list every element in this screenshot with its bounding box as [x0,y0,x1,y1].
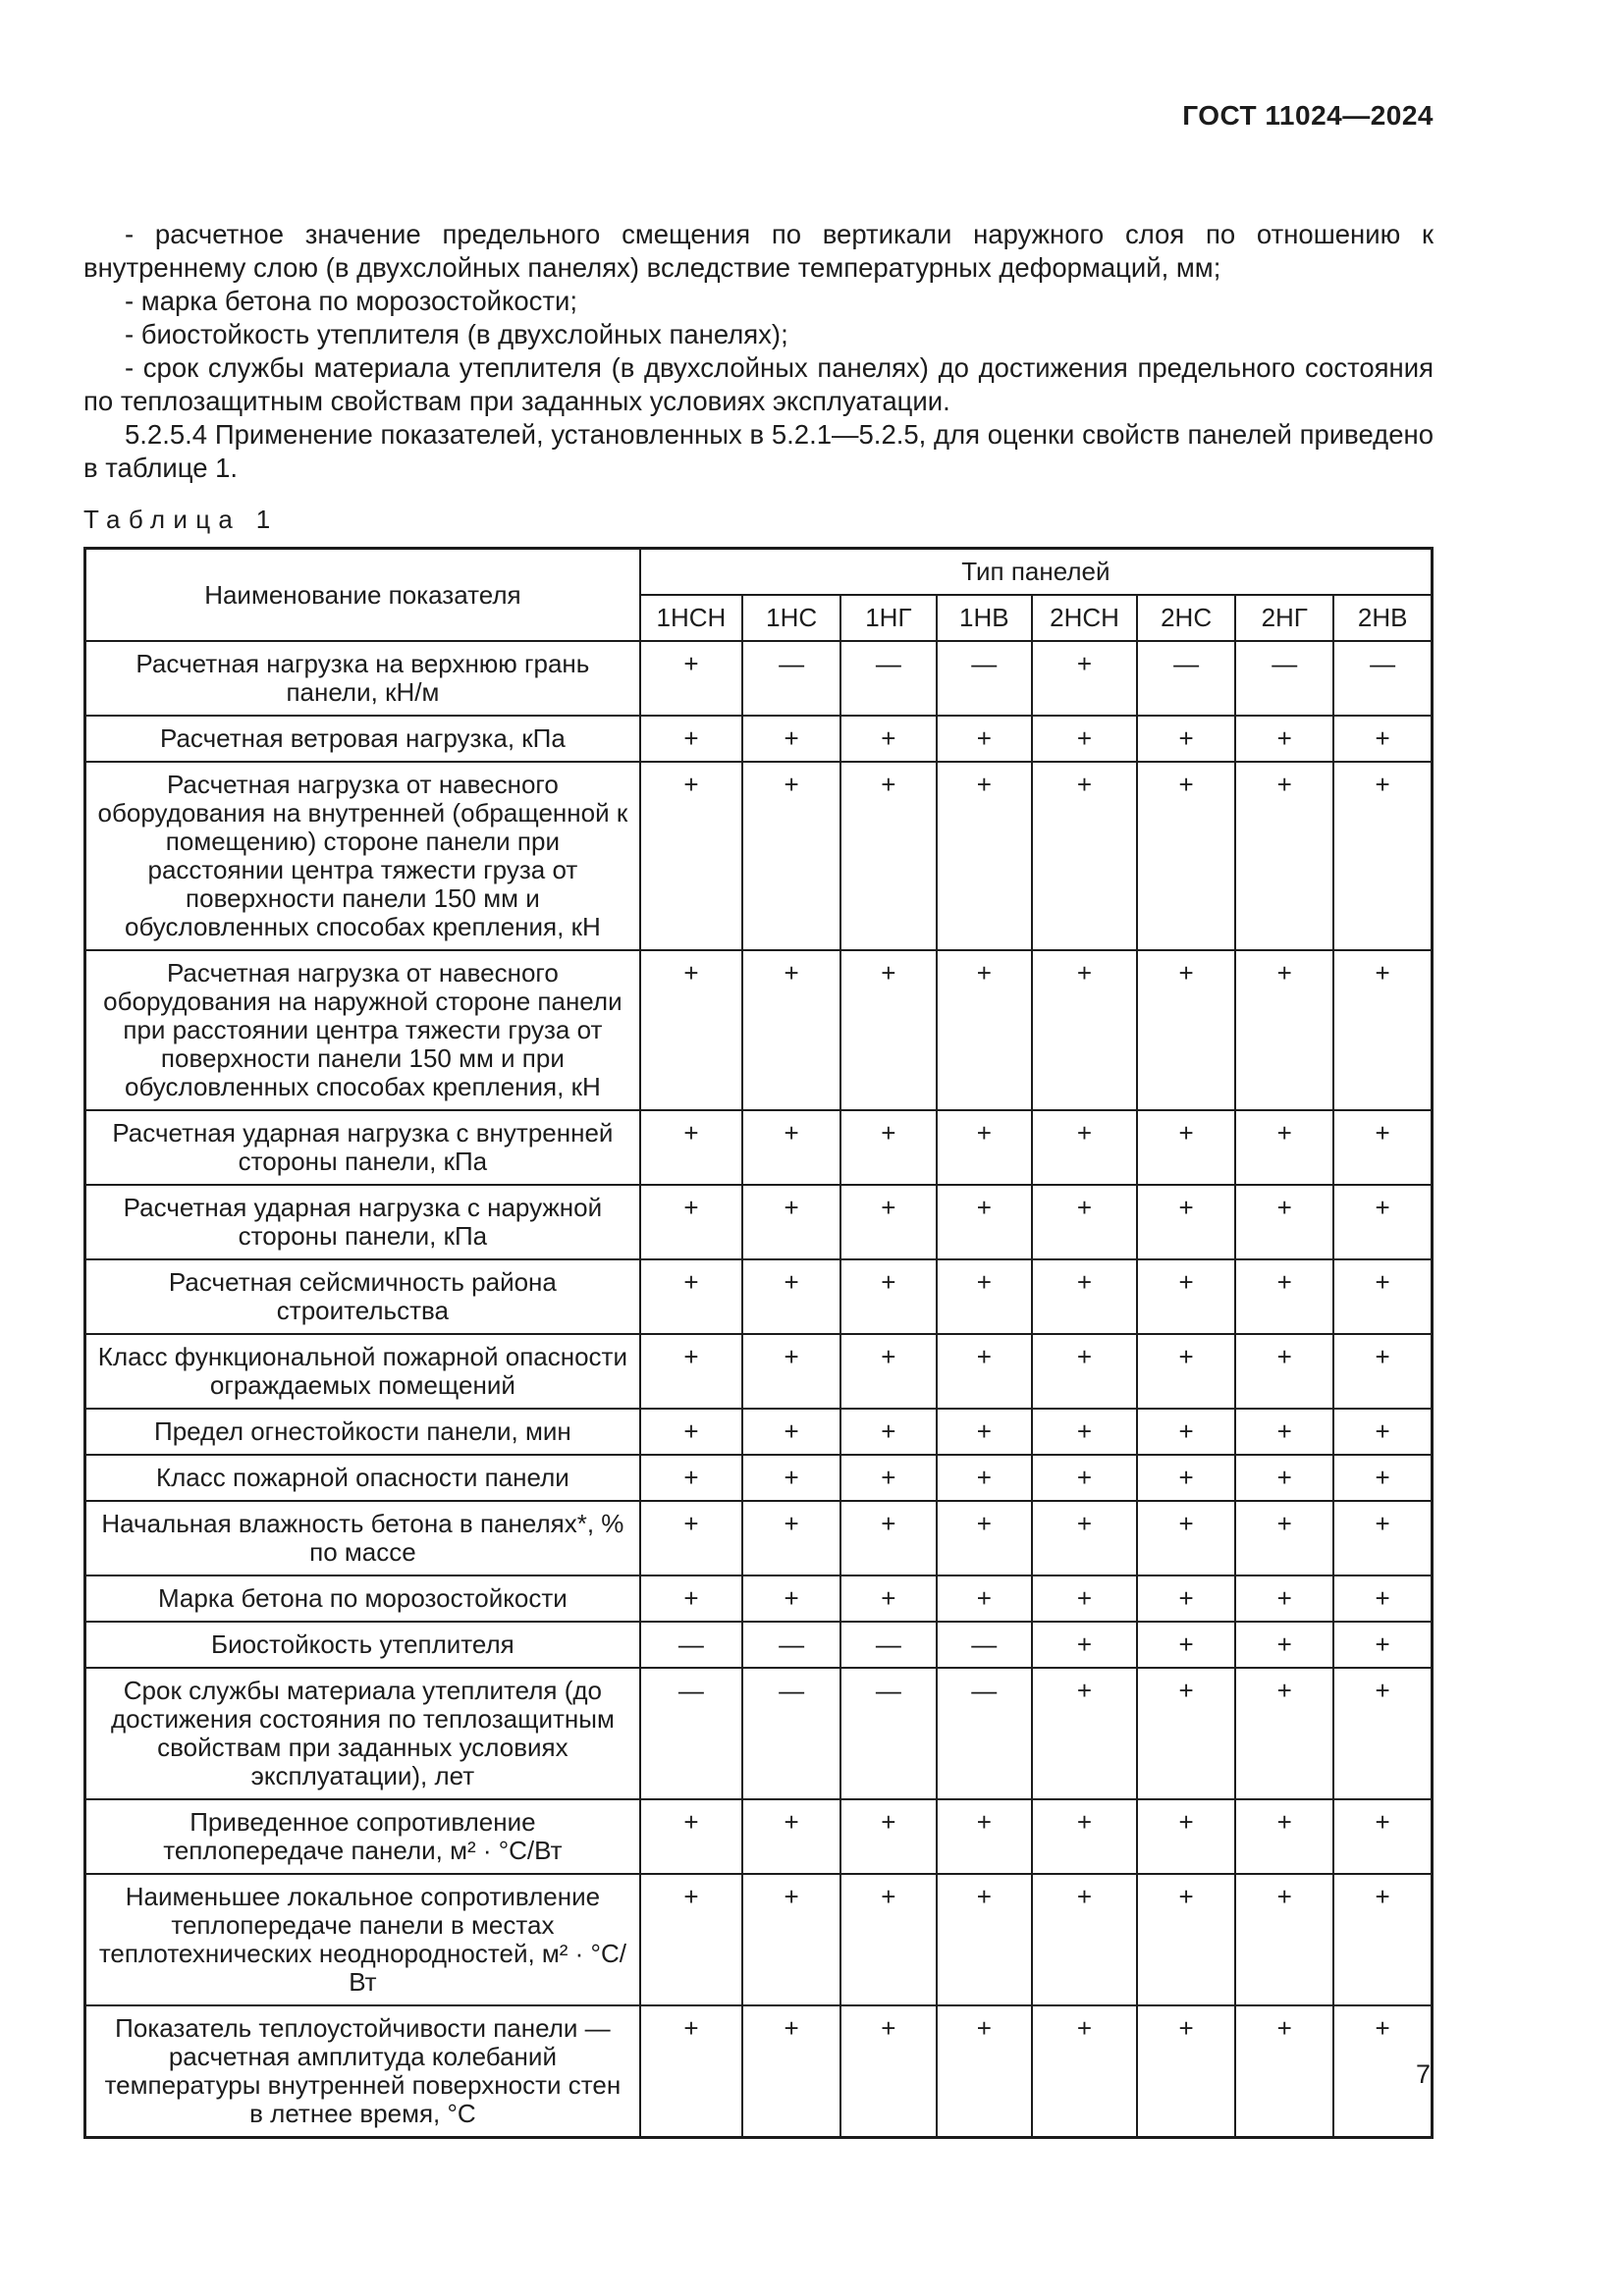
table-caption: Таблица 1 [83,505,279,534]
indicator-value-cell: + [742,1185,840,1259]
column-header-indicator-name: Наименование показателя [85,549,640,642]
indicator-name-cell: Расчетная сейсмичность района строительства [85,1259,640,1334]
table-row [85,1799,1433,1874]
indicator-value-cell: + [1032,2005,1137,2138]
indicator-value-cell: + [1137,1622,1235,1668]
indicator-value-cell: + [937,1799,1032,1874]
indicator-value-cell: + [1235,1185,1333,1259]
indicator-value-cell: + [1235,1874,1333,2005]
table-header-row [85,549,1433,596]
indicator-value-cell: + [742,1334,840,1409]
indicator-value-cell: + [1032,641,1137,716]
indicator-value-cell: + [1235,1501,1333,1575]
indicator-value-cell: + [1137,950,1235,1110]
table-row [85,641,1433,716]
indicator-value-cell: + [1032,1575,1137,1622]
indicator-value-cell: + [1032,1874,1137,2005]
column-header-panel-type: 1НС [742,595,840,641]
table-row [85,1409,1433,1455]
indicator-value-cell: + [1333,1259,1432,1334]
indicator-value-cell: + [1137,1259,1235,1334]
indicator-value-cell: + [742,1409,840,1455]
indicator-value-cell: + [1333,1185,1432,1259]
indicator-value-cell: + [640,1334,742,1409]
indicator-value-cell: + [1235,1799,1333,1874]
indicator-name-cell: Расчетная нагрузка от навесного оборудования на наружной стороне панели при расстоянии центра тяжести груза от поверхности панели 150 мм и при обусловленных способах крепления, кН [85,950,640,1110]
indicator-value-cell: + [840,1575,936,1622]
table-row [85,2005,1433,2138]
indicator-value-cell: + [840,1799,936,1874]
indicator-value-cell: + [1333,1799,1432,1874]
table-row [85,950,1433,1110]
indicator-value-cell: + [840,716,936,762]
indicator-value-cell: + [1137,1575,1235,1622]
indicator-value-cell: + [1137,1185,1235,1259]
column-header-panel-type: 2НВ [1333,595,1432,641]
indicator-value-cell: + [937,762,1032,950]
indicator-value-cell: + [1032,1334,1137,1409]
indicator-value-cell: + [1032,950,1137,1110]
indicator-value-cell: + [1032,1501,1137,1575]
indicator-value-cell: + [1032,1455,1137,1501]
indicator-value-cell: — [840,641,936,716]
indicator-value-cell: + [937,1501,1032,1575]
table-row [85,1334,1433,1409]
indicator-name-cell: Марка бетона по морозостойкости [85,1575,640,1622]
indicator-value-cell: + [1032,1259,1137,1334]
indicator-value-cell: + [1235,1409,1333,1455]
table-row [85,716,1433,762]
indicator-value-cell: + [937,1409,1032,1455]
indicator-value-cell: + [1137,1455,1235,1501]
indicator-value-cell: + [640,1110,742,1185]
indicator-value-cell: + [937,1455,1032,1501]
indicator-value-cell: — [840,1622,936,1668]
indicator-value-cell: + [840,1334,936,1409]
indicator-value-cell: + [937,1575,1032,1622]
indicator-value-cell: + [1235,950,1333,1110]
indicator-value-cell: + [840,1409,936,1455]
indicator-name-cell: Начальная влажность бетона в панелях*, % по массе [85,1501,640,1575]
indicator-value-cell: + [1235,1259,1333,1334]
table-row [85,1501,1433,1575]
indicator-value-cell: + [742,1110,840,1185]
indicator-value-cell: + [1333,2005,1432,2138]
indicator-value-cell: + [1235,1575,1333,1622]
indicator-value-cell: + [1235,1110,1333,1185]
indicator-value-cell: + [840,2005,936,2138]
indicator-value-cell: + [1137,1799,1235,1874]
indicator-value-cell: + [1137,2005,1235,2138]
indicator-value-cell: + [640,641,742,716]
indicator-value-cell: + [937,1110,1032,1185]
page-content [83,0,1434,2139]
indicator-value-cell: + [742,1501,840,1575]
column-header-panel-type: 1НВ [937,595,1032,641]
indicator-value-cell: + [1137,1874,1235,2005]
indicator-value-cell: + [640,1409,742,1455]
indicator-name-cell: Расчетная ударная нагрузка с наружной стороны панели, кПа [85,1185,640,1259]
indicator-value-cell: + [1235,1668,1333,1799]
indicator-value-cell: + [640,950,742,1110]
indicator-value-cell: + [1333,1622,1432,1668]
indicator-value-cell: + [640,1874,742,2005]
indicator-value-cell: + [937,2005,1032,2138]
indicator-value-cell: + [1032,762,1137,950]
indicator-value-cell: + [640,762,742,950]
indicator-value-cell: + [840,1185,936,1259]
indicator-value-cell: + [640,1575,742,1622]
page-number: 7 [1415,2059,1431,2089]
indicator-name-cell: Срок службы материала утеплителя (до достижения состояния по теплозащитным свойствам при заданных условиях эксплуатации), лет [85,1668,640,1799]
indicator-value-cell: + [742,2005,840,2138]
indicator-value-cell: + [1235,762,1333,950]
indicator-value-cell: + [742,1575,840,1622]
indicator-value-cell: + [937,1259,1032,1334]
indicator-value-cell: + [1137,1501,1235,1575]
column-header-panel-type: 2НСН [1032,595,1137,641]
indicator-name-cell: Предел огнестойкости панели, мин [85,1409,640,1455]
indicator-value-cell: + [1137,1110,1235,1185]
indicator-name-cell: Расчетная ветровая нагрузка, кПа [85,716,640,762]
indicator-value-cell: — [1137,641,1235,716]
table-row [85,1259,1433,1334]
indicator-value-cell: + [640,2005,742,2138]
indicator-name-cell: Биостойкость утеплителя [85,1622,640,1668]
indicator-value-cell: + [1333,716,1432,762]
indicator-value-cell: — [1235,641,1333,716]
indicator-value-cell: + [840,1259,936,1334]
indicator-name-cell: Расчетная нагрузка от навесного оборудования на внутренней (обращенной к помещению) стороне панели при расстоянии центра тяжести груза от поверхности панели 150 мм и обусловленных способах крепления, кН [85,762,640,950]
table-row [85,1668,1433,1799]
indicator-value-cell: — [742,1668,840,1799]
indicator-value-cell: + [1032,716,1137,762]
indicator-value-cell: — [1333,641,1432,716]
indicator-value-cell: + [1235,1334,1333,1409]
column-header-panel-type: 1НСН [640,595,742,641]
paragraph: - биостойкость утеплителя (в двухслойных панелях); [125,319,788,349]
column-header-panel-type: 1НГ [840,595,936,641]
indicator-value-cell: + [1137,1668,1235,1799]
column-group-header-panel-types: Тип панелей [640,549,1433,596]
indicator-value-cell: + [742,1874,840,2005]
indicator-value-cell: + [937,1874,1032,2005]
indicator-value-cell: + [1137,716,1235,762]
indicator-value-cell: + [742,950,840,1110]
indicator-name-cell: Класс функциональной пожарной опасности ограждаемых помещений [85,1334,640,1409]
indicator-value-cell: + [1333,1409,1432,1455]
indicator-value-cell: — [640,1622,742,1668]
indicator-value-cell: + [840,1455,936,1501]
indicator-value-cell: — [937,1668,1032,1799]
indicator-value-cell: + [640,1799,742,1874]
indicator-value-cell: + [1333,1455,1432,1501]
indicator-name-cell: Показатель теплоустойчивости панели — расчетная амплитуда колебаний температуры внутренней поверхности стен в летнее время, °С [85,2005,640,2138]
indicator-value-cell: + [1333,950,1432,1110]
table-row [85,1622,1433,1668]
indicator-value-cell: + [1235,716,1333,762]
table-row [85,762,1433,950]
paragraph: 5.2.5.4 Применение показателей, установленных в 5.2.1—5.2.5, для оценки свойств панелей приведено в таблице 1. [83,419,1434,483]
indicator-value-cell: + [742,762,840,950]
indicator-value-cell: + [937,950,1032,1110]
indicator-value-cell: + [1235,2005,1333,2138]
indicator-value-cell: + [1137,1334,1235,1409]
indicator-value-cell: + [937,1334,1032,1409]
indicator-value-cell: + [1333,1110,1432,1185]
indicator-value-cell: + [742,1799,840,1874]
indicator-value-cell: — [840,1668,936,1799]
paragraph: - срок службы материала утеплителя (в двухслойных панелях) до достижения предельного состояния по теплозащитным свойствам при заданных условиях эксплуатации. [83,352,1434,416]
indicator-name-cell: Приведенное сопротивление теплопередаче панели, м² · °С/Вт [85,1799,640,1874]
indicator-value-cell: + [640,1185,742,1259]
body-text [83,218,1434,485]
panel-indicators-table [83,547,1434,2139]
indicator-value-cell: + [1333,1334,1432,1409]
indicator-value-cell: + [1235,1455,1333,1501]
indicator-value-cell: + [1137,762,1235,950]
indicator-value-cell: + [1032,1622,1137,1668]
indicator-value-cell: + [742,1259,840,1334]
indicator-value-cell: — [640,1668,742,1799]
indicator-value-cell: + [937,1185,1032,1259]
indicator-value-cell: + [640,1455,742,1501]
indicator-value-cell: + [640,716,742,762]
indicator-value-cell: + [1032,1799,1137,1874]
indicator-value-cell: + [1333,1874,1432,2005]
indicator-name-cell: Расчетная нагрузка на верхнюю грань панели, кН/м [85,641,640,716]
indicator-value-cell: + [1333,1501,1432,1575]
indicator-value-cell: + [840,1110,936,1185]
indicator-value-cell: + [640,1501,742,1575]
indicator-value-cell: — [937,641,1032,716]
paragraph: - марка бетона по морозостойкости; [125,286,577,316]
indicator-value-cell: + [1333,1668,1432,1799]
indicator-value-cell: + [742,1455,840,1501]
indicator-value-cell: + [1235,1622,1333,1668]
indicator-value-cell: + [1137,1409,1235,1455]
indicator-value-cell: — [937,1622,1032,1668]
indicator-value-cell: + [1032,1409,1137,1455]
column-header-panel-type: 2НС [1137,595,1235,641]
table-row [85,1185,1433,1259]
indicator-value-cell: + [1333,762,1432,950]
indicator-value-cell: + [742,716,840,762]
document-standard-header: ГОСТ 11024—2024 [1182,100,1434,131]
table-row [85,1874,1433,2005]
indicator-value-cell: — [742,1622,840,1668]
paragraph: - расчетное значение предельного смещения по вертикали наружного слоя по отношению к внутреннему слою (в двухслойных панелях) вследствие температурных деформаций, мм; [83,219,1434,283]
table-row [85,1575,1433,1622]
indicator-value-cell: — [742,641,840,716]
indicator-value-cell: + [1032,1185,1137,1259]
column-header-panel-type: 2НГ [1235,595,1333,641]
indicator-value-cell: + [1333,1575,1432,1622]
indicator-name-cell: Наименьшее локальное сопротивление теплопередаче панели в местах теплотехнических неоднородностей, м² · °С/Вт [85,1874,640,2005]
indicator-value-cell: + [840,762,936,950]
indicator-value-cell: + [937,716,1032,762]
table-row [85,1455,1433,1501]
indicator-value-cell: + [640,1259,742,1334]
indicator-value-cell: + [1032,1668,1137,1799]
indicator-value-cell: + [1032,1110,1137,1185]
indicator-value-cell: + [840,1874,936,2005]
indicator-value-cell: + [840,1501,936,1575]
indicator-name-cell: Класс пожарной опасности панели [85,1455,640,1501]
indicator-name-cell: Расчетная ударная нагрузка с внутренней стороны панели, кПа [85,1110,640,1185]
indicator-value-cell: + [840,950,936,1110]
table-row [85,1110,1433,1185]
